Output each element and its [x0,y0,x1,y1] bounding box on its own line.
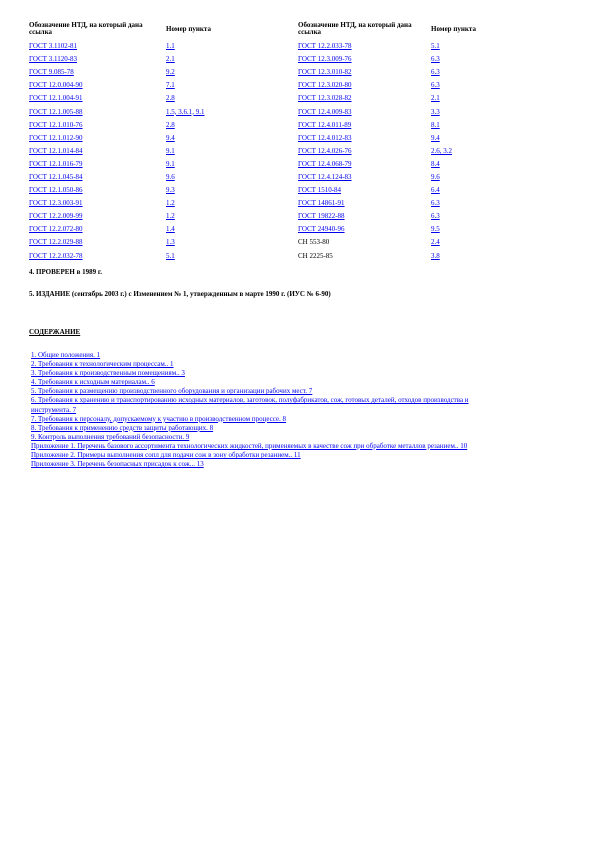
ntd-designation-cell [27,250,164,263]
ntd-designation-link[interactable]: ГОСТ 12.0.004-90 [29,81,83,90]
table-row [27,250,513,263]
ntd-designation-cell [296,66,429,79]
ntd-designation-link[interactable]: ГОСТ 12.1.016-79 [29,159,83,168]
toc-item-link[interactable]: 1. Общие положения. 1 [31,351,101,359]
table-row [27,236,513,249]
toc-title: СОДЕРЖАНИЕ [29,328,81,336]
clause-number-cell [429,132,513,145]
clause-number-cell [429,210,513,223]
table-row [27,79,513,92]
ntd-designation-link[interactable]: ГОСТ 12.3.003-91 [29,199,83,208]
clause-number-link[interactable]: 8.4 [431,159,440,168]
clause-number-cell [164,40,296,53]
header-designation-left: Обозначение НТД, на который дана ссылка [29,21,143,36]
ntd-designation-cell [27,158,164,171]
clause-number-link[interactable]: 2.1 [166,55,175,64]
clause-number-link[interactable]: 9.4 [431,133,440,142]
ntd-designation-link[interactable]: ГОСТ 12.4.011-89 [298,120,352,129]
clause-number-cell [164,171,296,184]
ntd-designation-link[interactable]: ГОСТ 3.1120-83 [29,55,78,64]
ntd-designation-cell [27,79,164,92]
table-row [27,184,513,197]
clause-number-cell [429,250,513,263]
table-row [27,119,513,132]
clause-number-link[interactable]: 6.3 [431,68,440,77]
clause-number-cell [429,171,513,184]
table-header-row [27,18,513,40]
clause-number-link[interactable]: 2.6, 3.2 [431,146,452,155]
clause-number-cell [164,158,296,171]
clause-number-cell [429,40,513,53]
toc-item-link[interactable]: 5. Требования к размещению производственного оборудования и организации рабочих мест. 7 [31,387,313,396]
toc-item [31,396,471,414]
ntd-reference-table [27,18,513,263]
clause-number-cell [429,184,513,197]
ntd-designation-link[interactable]: ГОСТ 12.1.010-76 [29,120,83,129]
table-row [27,197,513,210]
ntd-designation-link[interactable]: ГОСТ 12.3.020-80 [298,81,352,90]
clause-number-link[interactable]: 1.2 [166,212,175,221]
clause-number-link[interactable]: 7.1 [166,81,175,90]
ntd-designation-link[interactable]: ГОСТ 12.4.068-79 [298,159,352,168]
ntd-designation-link[interactable]: ГОСТ 12.4.124-83 [298,172,352,181]
clause-number-cell [429,53,513,66]
clause-number-cell [164,223,296,236]
clause-number-cell [429,223,513,236]
clause-number-link[interactable]: 1.5, 3.6.1, 9.1 [166,107,205,116]
clause-number-cell [164,184,296,197]
clause-number-cell [429,145,513,158]
table-row [27,145,513,158]
toc-list [31,351,471,469]
header-clause-right: Номер пункта [431,24,476,33]
ntd-designation-cell [27,197,164,210]
ntd-designation-link[interactable]: ГОСТ 12.1.050-86 [29,186,83,195]
toc-item-link[interactable]: 8. Требования к применению средств защиты работающих. 8 [31,423,214,432]
clause-number-link[interactable]: 5.1 [431,42,440,51]
ntd-designation-cell [27,119,164,132]
toc-item [31,442,471,451]
clause-number-link[interactable]: 6.3 [431,55,440,64]
ntd-designation-cell [27,105,164,118]
ntd-designation-cell [27,236,164,249]
table-row [27,40,513,53]
ntd-designation-link[interactable]: ГОСТ 12.1.014-84 [29,146,83,155]
clause-number-link[interactable]: 9.3 [166,186,175,195]
ntd-designation-cell [27,132,164,145]
table-row [27,210,513,223]
ntd-designation-cell [296,40,429,53]
toc-item-link[interactable]: 2. Требования к технологическим процессам.. 1 [31,360,174,369]
ntd-designation-cell [27,53,164,66]
clause-number-cell [429,79,513,92]
ntd-designation-link[interactable]: ГОСТ 12.3.028-82 [298,94,352,103]
clause-number-link[interactable]: 1.3 [166,238,175,247]
toc-item [31,433,471,442]
clause-number-cell [429,119,513,132]
ntd-designation-cell [27,223,164,236]
clause-number-link[interactable]: 9.2 [166,68,175,77]
clause-number-cell [164,210,296,223]
ntd-designation-link[interactable]: ГОСТ 12.1.045-84 [29,172,83,181]
ntd-designation-link[interactable]: ГОСТ 9.085-78 [29,68,74,77]
ntd-designation-cell [296,184,429,197]
ntd-designation-cell [27,171,164,184]
ntd-designation-cell [296,105,429,118]
ntd-designation-cell [296,145,429,158]
ntd-designation-cell [296,250,429,263]
toc-item-link[interactable]: 4. Требования к исходным материалам.. 6 [31,378,155,387]
ntd-designation-cell [296,92,429,105]
toc-item-link[interactable]: 7. Требования к персоналу, допускаемому к участию в производственном процессе. 8 [31,414,287,423]
ntd-designation-link[interactable]: ГОСТ 14861-91 [298,199,345,208]
toc-item-link[interactable]: Приложение 3. Перечень безопасных присадок к сож... 13 [31,460,204,469]
table-row [27,223,513,236]
ntd-designation-cell [27,210,164,223]
ntd-designation-text: СН 553-80 [298,238,330,247]
ntd-designation-cell [296,79,429,92]
clause-number-link[interactable]: 3.3 [431,107,440,116]
ntd-designation-cell [296,53,429,66]
table-row [27,92,513,105]
clause-number-link[interactable]: 6.3 [431,81,440,90]
toc-item-link[interactable]: 6. Требования к хранению и транспортированию исходных материалов, заготовок, полуфабрикатов, сож, готовых деталей, отходов производства и инструмента. 7 [31,396,469,414]
ntd-designation-link[interactable]: ГОСТ 3.1102-81 [29,42,78,51]
ntd-designation-cell [296,132,429,145]
toc-item [31,451,471,460]
clause-number-cell [164,132,296,145]
clause-number-link[interactable]: 9.4 [166,133,175,142]
toc-item [31,378,471,387]
clause-number-cell [164,236,296,249]
clause-number-link[interactable]: 1.4 [166,225,175,234]
clause-number-cell [164,250,296,263]
ntd-designation-cell [27,184,164,197]
clause-number-cell [429,66,513,79]
table-row [27,132,513,145]
clause-number-link[interactable]: 9.5 [431,225,440,234]
header-designation-right: Обозначение НТД, на который дана ссылка [298,21,412,36]
note-edition: 5. ИЗДАНИЕ (сентябрь 2003 г.) с Изменением № 1, утвержденным в марте 1990 г. (ИУС № 6-90) [29,290,331,298]
clause-number-cell [164,105,296,118]
toc-item-link[interactable]: 3. Требования к производственным помещениям.. 3 [31,369,185,378]
toc-item-link[interactable]: Приложение 1. Перечень базового ассортимента технологических жидкостей, применяемых в качестве сож при обработке металлов резанием.. 10 [31,441,468,450]
ntd-designation-cell [296,197,429,210]
ntd-designation-link[interactable]: ГОСТ 12.4.026-76 [298,146,352,155]
ntd-designation-cell [296,158,429,171]
ntd-designation-cell [296,210,429,223]
ntd-designation-link[interactable]: ГОСТ 12.1.004-91 [29,94,83,103]
toc-item [31,460,471,469]
ntd-designation-cell [27,40,164,53]
toc-item [31,369,471,378]
clause-number-link[interactable]: 2.4 [431,238,440,247]
clause-number-link[interactable]: 1.2 [166,199,175,208]
clause-number-link[interactable]: 9.1 [166,159,175,168]
ntd-designation-link[interactable]: ГОСТ 12.2.029-88 [29,238,83,247]
clause-number-cell [429,92,513,105]
ntd-designation-link[interactable]: ГОСТ 12.1.005-88 [29,107,83,116]
ntd-designation-cell [296,119,429,132]
clause-number-link[interactable]: 3.8 [431,251,440,260]
ntd-designation-link[interactable]: ГОСТ 12.2.009-99 [29,212,83,221]
ntd-designation-link[interactable]: ГОСТ 12.1.012-90 [29,133,83,142]
ntd-designation-link[interactable]: ГОСТ 12.3.009-76 [298,55,352,64]
toc-item-link[interactable]: Приложение 2. Примеры выполнения сопл для подачи сож в зону обработки резанием.. 11 [31,451,301,460]
toc-item [31,360,471,369]
ntd-designation-cell [296,236,429,249]
clause-number-link[interactable]: 9.6 [431,172,440,181]
ntd-designation-link[interactable]: ГОСТ 12.3.010-82 [298,68,352,77]
table-row [27,158,513,171]
clause-number-link[interactable]: 6.3 [431,199,440,208]
ntd-designation-cell [296,223,429,236]
clause-number-cell [429,105,513,118]
clause-number-link[interactable]: 8.1 [431,120,440,129]
clause-number-link[interactable]: 2.8 [166,120,175,129]
clause-number-cell [429,158,513,171]
clause-number-link[interactable]: 5.1 [166,251,175,260]
clause-number-cell [164,119,296,132]
note-checked: 4. ПРОВЕРЕН в 1989 г. [29,268,103,276]
clause-number-cell [164,79,296,92]
toc-item [31,351,471,360]
table-row [27,171,513,184]
ntd-designation-link[interactable]: ГОСТ 24940-96 [298,225,345,234]
ntd-designation-cell [27,145,164,158]
clause-number-link[interactable]: 9.6 [166,172,175,181]
table-body [27,40,513,263]
ntd-designation-link[interactable]: ГОСТ 19822-88 [298,212,345,221]
clause-number-link[interactable]: 9.1 [166,146,175,155]
clause-number-cell [164,53,296,66]
toc-item [31,387,471,396]
ntd-designation-link[interactable]: ГОСТ 1510-84 [298,186,342,195]
header-clause-left: Номер пункта [166,24,211,33]
clause-number-link[interactable]: 1.1 [166,42,175,51]
clause-number-cell [429,236,513,249]
ntd-designation-cell [27,92,164,105]
ntd-designation-cell [296,171,429,184]
ntd-designation-link[interactable]: ГОСТ 12.4.009-83 [298,107,352,116]
ntd-designation-link[interactable]: ГОСТ 12.4.012-83 [298,133,352,142]
toc-item [31,424,471,433]
clause-number-cell [164,66,296,79]
ntd-designation-link[interactable]: ГОСТ 12.2.072-80 [29,225,83,234]
ntd-designation-link[interactable]: ГОСТ 12.2.033-78 [298,42,352,51]
ntd-designation-text: СН 2225-85 [298,251,333,260]
clause-number-link[interactable]: 2.1 [431,94,440,103]
clause-number-link[interactable]: 2.8 [166,94,175,103]
clause-number-link[interactable]: 6.3 [431,212,440,221]
clause-number-link[interactable]: 6.4 [431,186,440,195]
table-row [27,105,513,118]
clause-number-cell [164,145,296,158]
ntd-designation-cell [27,66,164,79]
ntd-designation-link[interactable]: ГОСТ 12.2.032-78 [29,251,83,260]
table-row [27,53,513,66]
clause-number-cell [164,92,296,105]
clause-number-cell [164,197,296,210]
clause-number-cell [429,197,513,210]
toc-item [31,415,471,424]
toc-item-link[interactable]: 9. Контроль выполнения требований безопасности. 9 [31,432,190,441]
table-row [27,66,513,79]
